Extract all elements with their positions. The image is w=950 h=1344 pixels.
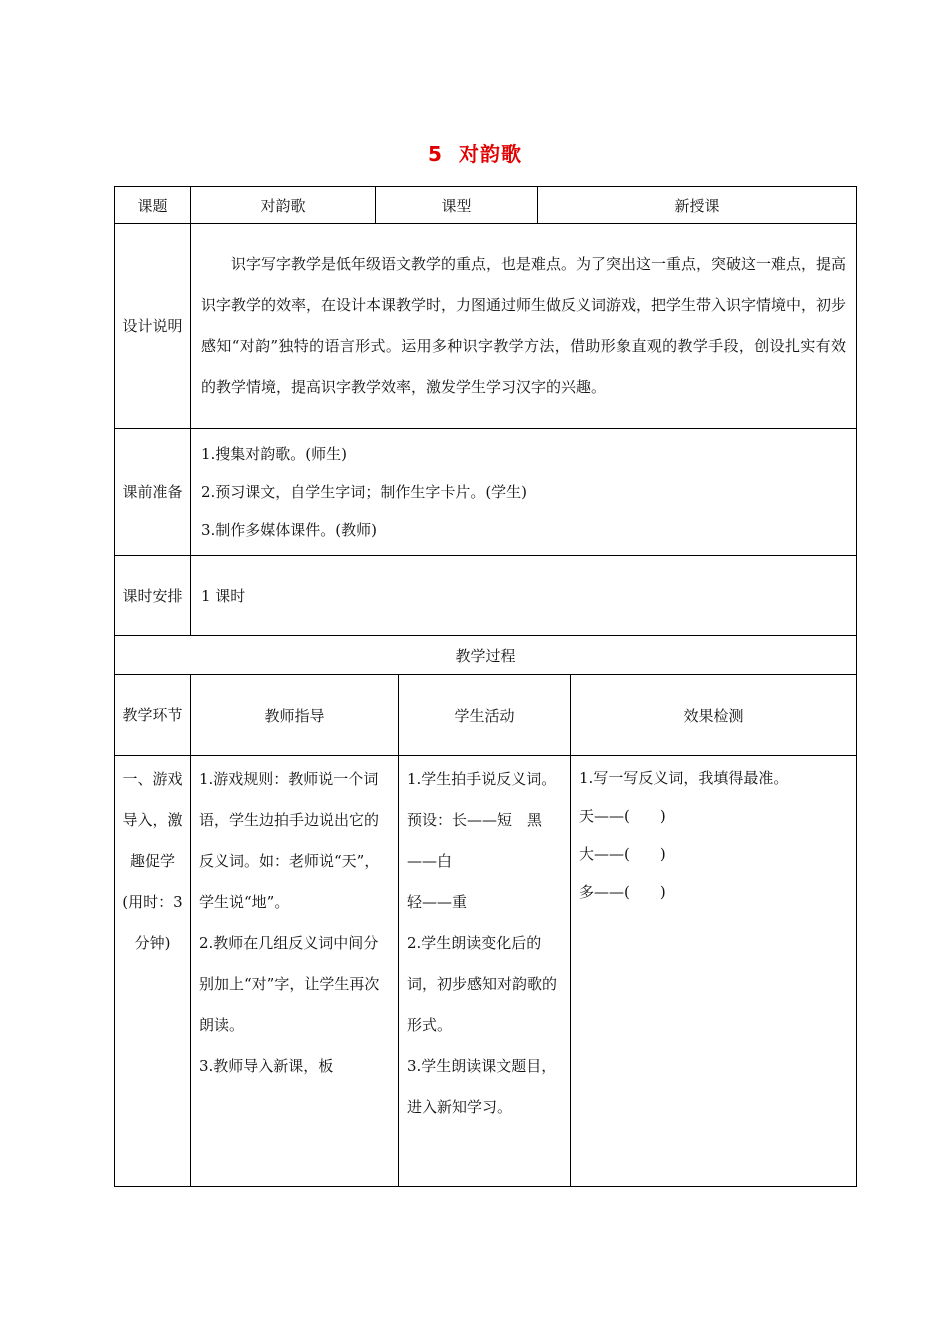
page-title bbox=[0, 138, 950, 167]
prep-label: 课前准备 bbox=[115, 429, 191, 556]
col-effect: 效果检测 bbox=[571, 675, 857, 756]
design-text: 识字写字教学是低年级语文教学的重点，也是难点。为了突出这一重点，突破这一难点，提高识字教学的效率，在设计本课教学时，力图通过师生做反义词游戏，把学生带入识字情境中，初步感知“对韵”独特的语言形式。运用多种识字教学方法，借助形象直观的教学手段，创设扎实有效的教学情境，提高识字教学效率，激发学生学习汉字的兴趣。 bbox=[191, 224, 857, 429]
process-header: 教学过程 bbox=[115, 636, 857, 675]
lesson-number: 5 bbox=[428, 142, 443, 166]
effect-check bbox=[571, 756, 857, 1187]
list-item: 1.学生拍手说反义词。 bbox=[407, 770, 557, 788]
prep-list bbox=[191, 429, 857, 556]
list-item: 多——( ) bbox=[579, 883, 666, 901]
list-item: 2.预习课文，自学生字词；制作生字卡片。(学生) bbox=[201, 483, 528, 501]
col-teacher: 教师指导 bbox=[191, 675, 399, 756]
list-item: 天——( ) bbox=[579, 807, 666, 825]
topic-label: 课题 bbox=[115, 187, 191, 224]
list-item: 预设：长——短 黑——白 bbox=[407, 811, 543, 870]
list-item: 3.制作多媒体课件。(教师) bbox=[201, 521, 378, 539]
table-row bbox=[115, 429, 857, 556]
teacher-guidance bbox=[191, 756, 399, 1187]
list-item: 3.学生朗读课文题目，进入新知学习。 bbox=[407, 1057, 557, 1116]
type-value: 新授课 bbox=[538, 187, 857, 224]
table-row bbox=[115, 675, 857, 756]
lesson-plan-table bbox=[114, 186, 857, 1187]
list-item: 1.写一写反义词，我填得最准。 bbox=[579, 769, 789, 787]
col-stage: 教学环节 bbox=[115, 675, 191, 756]
table-row bbox=[115, 187, 857, 224]
list-item: 轻——重 bbox=[407, 893, 468, 911]
topic-value: 对韵歌 bbox=[191, 187, 376, 224]
list-item: 2.学生朗读变化后的词，初步感知对韵歌的形式。 bbox=[407, 934, 558, 1034]
table-row bbox=[115, 636, 857, 675]
table-row bbox=[115, 756, 857, 1187]
table-row bbox=[115, 556, 857, 636]
schedule-value: 1 课时 bbox=[191, 556, 857, 636]
list-item: 2.教师在几组反义词中间分别加上“对”字，让学生再次朗读。 bbox=[199, 934, 380, 1034]
type-label: 课型 bbox=[376, 187, 538, 224]
list-item: 1.游戏规则：教师说一个词语，学生边拍手边说出它的反义词。如：老师说“天”，学生说“地”。 bbox=[199, 770, 380, 911]
stage-name: 一、游戏导入，激趣促学(用时：3 分钟) bbox=[115, 756, 191, 1187]
student-activity bbox=[399, 756, 571, 1187]
design-label: 设计说明 bbox=[115, 224, 191, 429]
list-item: 1.搜集对韵歌。(师生) bbox=[201, 445, 348, 463]
lesson-title: 对韵歌 bbox=[458, 142, 522, 166]
schedule-label: 课时安排 bbox=[115, 556, 191, 636]
col-student: 学生活动 bbox=[399, 675, 571, 756]
list-item: 3.教师导入新课，板 bbox=[199, 1057, 334, 1075]
table-row bbox=[115, 224, 857, 429]
list-item: 大——( ) bbox=[579, 845, 666, 863]
